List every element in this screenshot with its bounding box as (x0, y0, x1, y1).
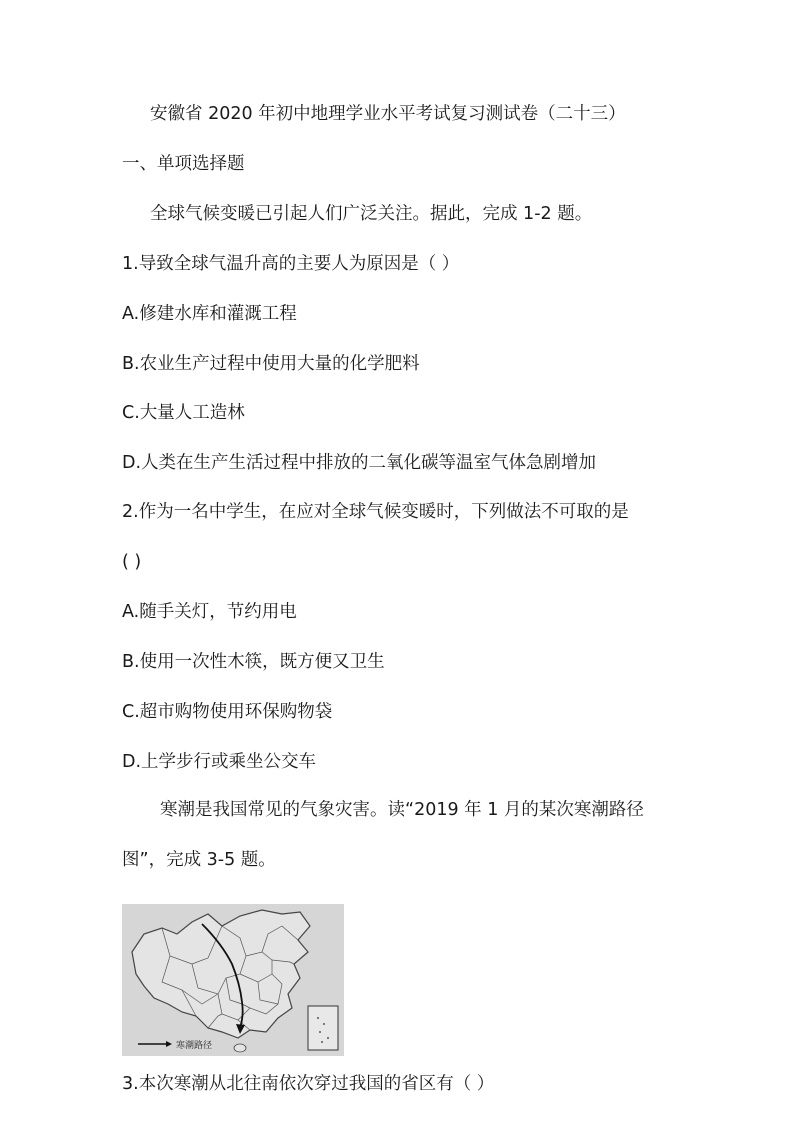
question-1-option-d: D.人类在生产生活过程中排放的二氧化碳等温室气体急剧增加 (122, 453, 597, 473)
question-2-stem: 2.作为一名中学生，在应对全球气候变暖时，下列做法不可取的是 (122, 502, 629, 522)
question-2-option-b: B.使用一次性木筷，既方便又卫生 (122, 652, 385, 672)
question-2-paren: ( ) (122, 552, 142, 572)
question-1-option-b: B.农业生产过程中使用大量的化学肥料 (122, 354, 420, 374)
page-title: 安徽省 2020 年初中地理学业水平考试复习测试卷（二十三） (150, 104, 626, 124)
question-2-option-d: D.上学步行或乘坐公交车 (122, 752, 317, 772)
question-1-option-a: A.修建水库和灌溉工程 (122, 304, 297, 324)
question-1-stem: 1.导致全球气温升高的主要人为原因是（ ） (122, 254, 460, 274)
legend-label: 寒潮路径 (176, 1041, 213, 1051)
question-2-option-a: A.随手关灯，节约用电 (122, 602, 297, 622)
intro-text-2-line1: 寒潮是我国常见的气象灾害。读“2019 年 1 月的某次寒潮路径 (160, 800, 644, 820)
question-3-stem: 3.本次寒潮从北往南依次穿过我国的省区有（ ） (122, 1074, 495, 1094)
cold-wave-path-map (122, 904, 344, 1056)
intro-text-1: 全球气候变暖已引起人们广泛关注。据此，完成 1-2 题。 (150, 204, 593, 224)
hainan-island (234, 1044, 246, 1052)
question-1-option-c: C.大量人工造林 (122, 403, 245, 423)
south-sea-inset (308, 1006, 338, 1050)
section-heading: 一、单项选择题 (122, 154, 245, 174)
question-2-option-c: C.超市购物使用环保购物袋 (122, 702, 333, 722)
intro-text-2-line2: 图”，完成 3-5 题。 (122, 850, 276, 870)
